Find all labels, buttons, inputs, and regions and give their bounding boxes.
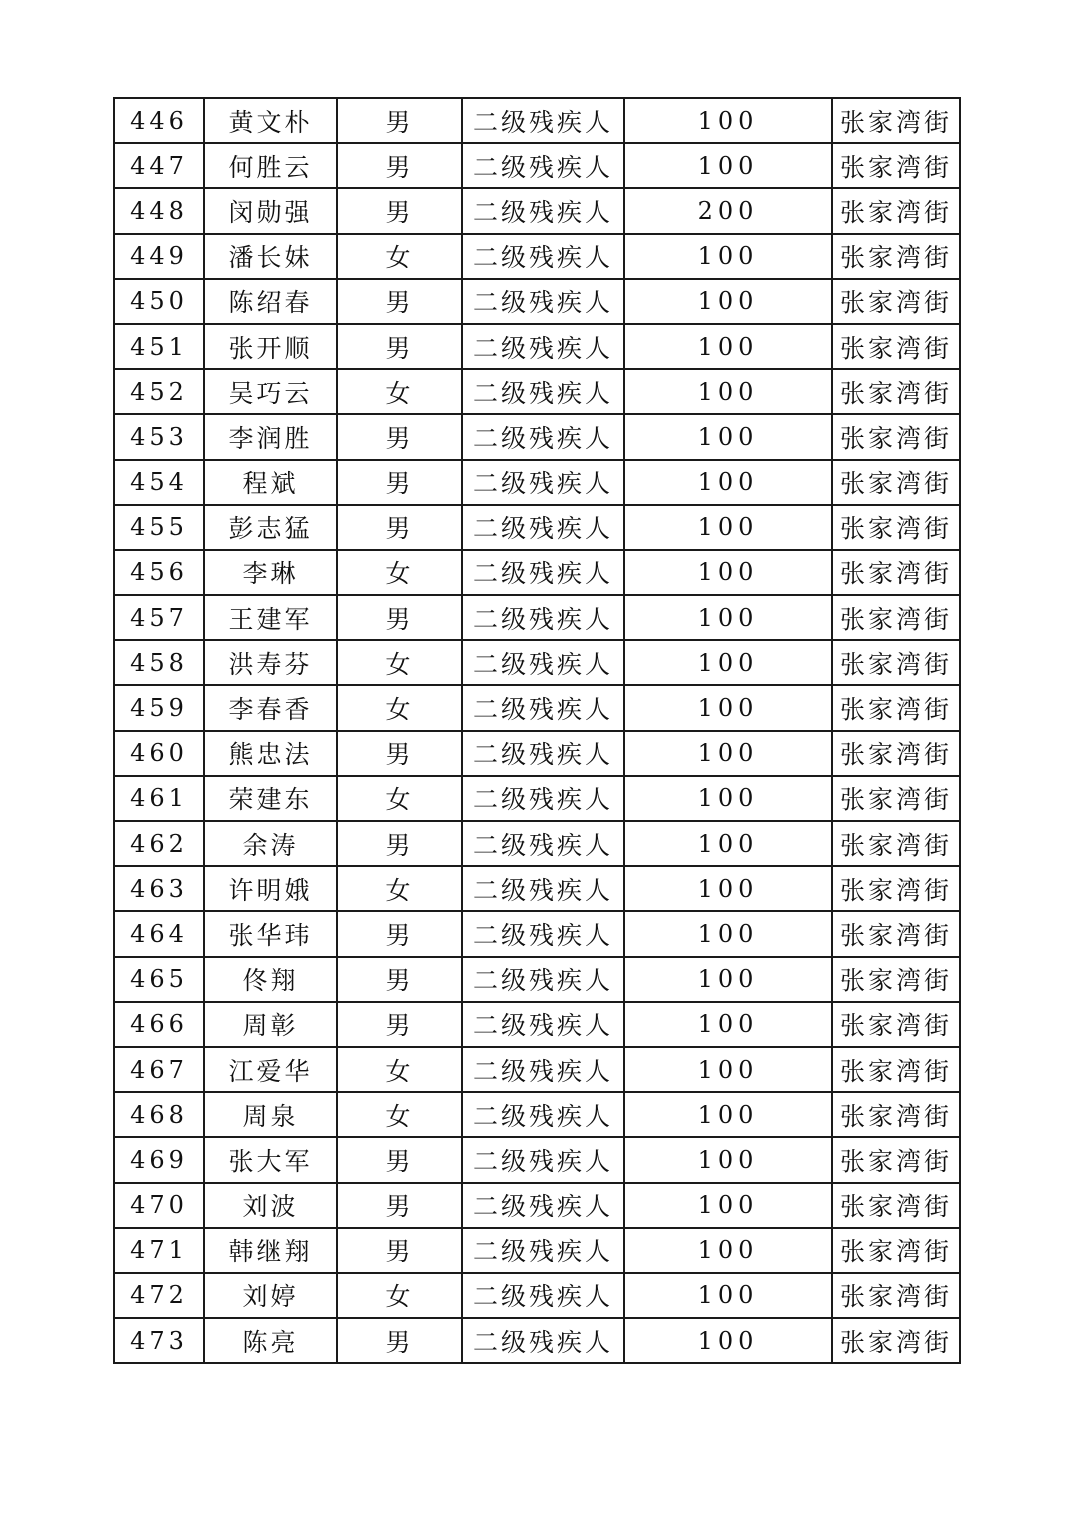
table-row [114, 911, 960, 956]
category-cell: 二级残疾人 [462, 1183, 624, 1228]
category-cell: 二级残疾人 [462, 866, 624, 911]
table-row [114, 1092, 960, 1137]
row-number-cell: 471 [114, 1228, 204, 1273]
name-cell: 李琳 [204, 550, 337, 595]
table-row [114, 369, 960, 414]
amount-cell: 100 [624, 957, 832, 1002]
row-number-cell: 461 [114, 776, 204, 821]
name-cell: 王建军 [204, 595, 337, 640]
name-cell: 李春香 [204, 685, 337, 730]
gender-cell: 男 [337, 1318, 462, 1363]
amount-cell: 100 [624, 821, 832, 866]
gender-cell: 女 [337, 234, 462, 279]
category-cell: 二级残疾人 [462, 98, 624, 143]
gender-cell: 女 [337, 776, 462, 821]
amount-cell: 100 [624, 143, 832, 188]
table-row [114, 1047, 960, 1092]
category-cell: 二级残疾人 [462, 1137, 624, 1182]
table-row [114, 1002, 960, 1047]
category-cell: 二级残疾人 [462, 143, 624, 188]
street-cell: 张家湾街 [832, 550, 960, 595]
row-number-cell: 472 [114, 1273, 204, 1318]
gender-cell: 男 [337, 414, 462, 459]
gender-cell: 女 [337, 369, 462, 414]
row-number-cell: 468 [114, 1092, 204, 1137]
row-number-cell: 454 [114, 460, 204, 505]
name-cell: 何胜云 [204, 143, 337, 188]
row-number-cell: 448 [114, 188, 204, 233]
name-cell: 潘长妹 [204, 234, 337, 279]
amount-cell: 100 [624, 1047, 832, 1092]
table-row [114, 821, 960, 866]
row-number-cell: 469 [114, 1137, 204, 1182]
table-row [114, 957, 960, 1002]
roster-body [114, 98, 960, 1363]
gender-cell: 男 [337, 279, 462, 324]
street-cell: 张家湾街 [832, 324, 960, 369]
gender-cell: 女 [337, 1047, 462, 1092]
category-cell: 二级残疾人 [462, 1092, 624, 1137]
name-cell: 荣建东 [204, 776, 337, 821]
street-cell: 张家湾街 [832, 414, 960, 459]
category-cell: 二级残疾人 [462, 188, 624, 233]
table-row [114, 279, 960, 324]
category-cell: 二级残疾人 [462, 324, 624, 369]
row-number-cell: 463 [114, 866, 204, 911]
gender-cell: 男 [337, 911, 462, 956]
name-cell: 刘婷 [204, 1273, 337, 1318]
name-cell: 韩继翔 [204, 1228, 337, 1273]
amount-cell: 100 [624, 1002, 832, 1047]
street-cell: 张家湾街 [832, 1183, 960, 1228]
amount-cell: 100 [624, 1228, 832, 1273]
street-cell: 张家湾街 [832, 1092, 960, 1137]
row-number-cell: 450 [114, 279, 204, 324]
table-row [114, 595, 960, 640]
amount-cell: 100 [624, 324, 832, 369]
row-number-cell: 458 [114, 640, 204, 685]
amount-cell: 100 [624, 460, 832, 505]
street-cell: 张家湾街 [832, 188, 960, 233]
row-number-cell: 457 [114, 595, 204, 640]
table-row [114, 188, 960, 233]
gender-cell: 男 [337, 821, 462, 866]
table-row [114, 866, 960, 911]
gender-cell: 女 [337, 685, 462, 730]
amount-cell: 100 [624, 595, 832, 640]
name-cell: 刘波 [204, 1183, 337, 1228]
category-cell: 二级残疾人 [462, 957, 624, 1002]
gender-cell: 男 [337, 1137, 462, 1182]
amount-cell: 100 [624, 550, 832, 595]
category-cell: 二级残疾人 [462, 369, 624, 414]
gender-cell: 女 [337, 550, 462, 595]
gender-cell: 男 [337, 460, 462, 505]
street-cell: 张家湾街 [832, 234, 960, 279]
table-row [114, 98, 960, 143]
amount-cell: 100 [624, 1137, 832, 1182]
table-row [114, 550, 960, 595]
street-cell: 张家湾街 [832, 143, 960, 188]
name-cell: 熊忠法 [204, 731, 337, 776]
gender-cell: 男 [337, 505, 462, 550]
amount-cell: 100 [624, 1273, 832, 1318]
amount-cell: 100 [624, 866, 832, 911]
table-row [114, 1183, 960, 1228]
table-row [114, 640, 960, 685]
row-number-cell: 451 [114, 324, 204, 369]
category-cell: 二级残疾人 [462, 1002, 624, 1047]
amount-cell: 100 [624, 776, 832, 821]
name-cell: 程斌 [204, 460, 337, 505]
row-number-cell: 446 [114, 98, 204, 143]
gender-cell: 女 [337, 1092, 462, 1137]
amount-cell: 100 [624, 414, 832, 459]
table-row [114, 731, 960, 776]
name-cell: 江爱华 [204, 1047, 337, 1092]
table-row [114, 143, 960, 188]
table-row [114, 460, 960, 505]
row-number-cell: 470 [114, 1183, 204, 1228]
street-cell: 张家湾街 [832, 279, 960, 324]
name-cell: 周泉 [204, 1092, 337, 1137]
category-cell: 二级残疾人 [462, 640, 624, 685]
name-cell: 彭志猛 [204, 505, 337, 550]
street-cell: 张家湾街 [832, 1002, 960, 1047]
table-row [114, 685, 960, 730]
category-cell: 二级残疾人 [462, 1273, 624, 1318]
table-row [114, 1228, 960, 1273]
name-cell: 洪寿芬 [204, 640, 337, 685]
street-cell: 张家湾街 [832, 1047, 960, 1092]
name-cell: 张大军 [204, 1137, 337, 1182]
row-number-cell: 464 [114, 911, 204, 956]
gender-cell: 男 [337, 1002, 462, 1047]
street-cell: 张家湾街 [832, 866, 960, 911]
category-cell: 二级残疾人 [462, 1047, 624, 1092]
name-cell: 张开顺 [204, 324, 337, 369]
name-cell: 吴巧云 [204, 369, 337, 414]
category-cell: 二级残疾人 [462, 414, 624, 459]
table-row [114, 324, 960, 369]
street-cell: 张家湾街 [832, 821, 960, 866]
category-cell: 二级残疾人 [462, 234, 624, 279]
street-cell: 张家湾街 [832, 460, 960, 505]
gender-cell: 男 [337, 324, 462, 369]
street-cell: 张家湾街 [832, 1318, 960, 1363]
row-number-cell: 460 [114, 731, 204, 776]
row-number-cell: 449 [114, 234, 204, 279]
name-cell: 许明娥 [204, 866, 337, 911]
category-cell: 二级残疾人 [462, 550, 624, 595]
amount-cell: 100 [624, 369, 832, 414]
table-row [114, 1137, 960, 1182]
category-cell: 二级残疾人 [462, 595, 624, 640]
gender-cell: 男 [337, 1228, 462, 1273]
gender-cell: 女 [337, 640, 462, 685]
row-number-cell: 473 [114, 1318, 204, 1363]
amount-cell: 100 [624, 1318, 832, 1363]
street-cell: 张家湾街 [832, 911, 960, 956]
amount-cell: 100 [624, 279, 832, 324]
category-cell: 二级残疾人 [462, 821, 624, 866]
table-row [114, 234, 960, 279]
row-number-cell: 453 [114, 414, 204, 459]
name-cell: 佟翔 [204, 957, 337, 1002]
amount-cell: 100 [624, 731, 832, 776]
gender-cell: 女 [337, 1273, 462, 1318]
gender-cell: 男 [337, 595, 462, 640]
amount-cell: 100 [624, 911, 832, 956]
street-cell: 张家湾街 [832, 776, 960, 821]
amount-cell: 100 [624, 640, 832, 685]
table-row [114, 414, 960, 459]
row-number-cell: 462 [114, 821, 204, 866]
row-number-cell: 456 [114, 550, 204, 595]
name-cell: 余涛 [204, 821, 337, 866]
street-cell: 张家湾街 [832, 731, 960, 776]
amount-cell: 100 [624, 1183, 832, 1228]
street-cell: 张家湾街 [832, 685, 960, 730]
gender-cell: 男 [337, 731, 462, 776]
category-cell: 二级残疾人 [462, 505, 624, 550]
name-cell: 陈绍春 [204, 279, 337, 324]
street-cell: 张家湾街 [832, 1273, 960, 1318]
street-cell: 张家湾街 [832, 98, 960, 143]
row-number-cell: 452 [114, 369, 204, 414]
category-cell: 二级残疾人 [462, 911, 624, 956]
name-cell: 周彰 [204, 1002, 337, 1047]
row-number-cell: 455 [114, 505, 204, 550]
gender-cell: 男 [337, 98, 462, 143]
table-row [114, 505, 960, 550]
category-cell: 二级残疾人 [462, 776, 624, 821]
category-cell: 二级残疾人 [462, 460, 624, 505]
gender-cell: 女 [337, 866, 462, 911]
row-number-cell: 447 [114, 143, 204, 188]
amount-cell: 100 [624, 1092, 832, 1137]
amount-cell: 100 [624, 98, 832, 143]
name-cell: 陈亮 [204, 1318, 337, 1363]
amount-cell: 100 [624, 505, 832, 550]
street-cell: 张家湾街 [832, 505, 960, 550]
street-cell: 张家湾街 [832, 595, 960, 640]
gender-cell: 男 [337, 143, 462, 188]
row-number-cell: 459 [114, 685, 204, 730]
row-number-cell: 465 [114, 957, 204, 1002]
category-cell: 二级残疾人 [462, 731, 624, 776]
roster-table [113, 97, 961, 1364]
street-cell: 张家湾街 [832, 1228, 960, 1273]
category-cell: 二级残疾人 [462, 279, 624, 324]
street-cell: 张家湾街 [832, 957, 960, 1002]
amount-cell: 200 [624, 188, 832, 233]
amount-cell: 100 [624, 685, 832, 730]
name-cell: 闵勋强 [204, 188, 337, 233]
category-cell: 二级残疾人 [462, 1228, 624, 1273]
name-cell: 李润胜 [204, 414, 337, 459]
gender-cell: 男 [337, 1183, 462, 1228]
amount-cell: 100 [624, 234, 832, 279]
row-number-cell: 467 [114, 1047, 204, 1092]
name-cell: 黄文朴 [204, 98, 337, 143]
table-row [114, 776, 960, 821]
category-cell: 二级残疾人 [462, 685, 624, 730]
table-row [114, 1318, 960, 1363]
street-cell: 张家湾街 [832, 369, 960, 414]
street-cell: 张家湾街 [832, 640, 960, 685]
street-cell: 张家湾街 [832, 1137, 960, 1182]
gender-cell: 男 [337, 957, 462, 1002]
row-number-cell: 466 [114, 1002, 204, 1047]
table-row [114, 1273, 960, 1318]
name-cell: 张华玮 [204, 911, 337, 956]
gender-cell: 男 [337, 188, 462, 233]
category-cell: 二级残疾人 [462, 1318, 624, 1363]
